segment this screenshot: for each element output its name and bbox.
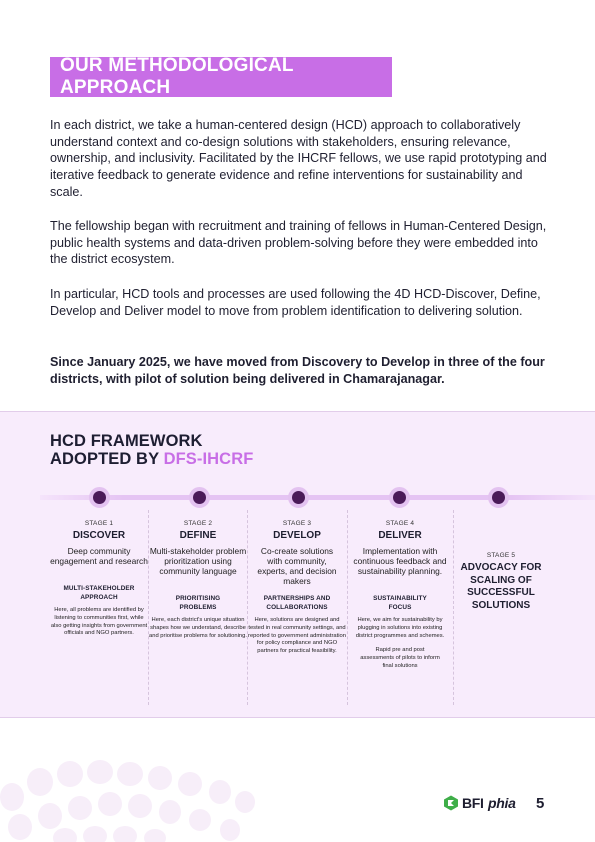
stage-5 (452, 552, 550, 612)
stage-1 (50, 520, 148, 638)
section-title-banner (50, 57, 392, 97)
stage-description: Implementation with continuous feedback and sustainability planning. (353, 546, 447, 576)
stage-description: Co-create solutions with community, experts, and decision makers (257, 546, 337, 586)
timeline-bar (40, 495, 595, 500)
stage-number: STAGE 4 (385, 520, 415, 527)
stage-3-marker (288, 487, 309, 508)
hexagon-logo-icon (443, 795, 459, 811)
stage-name: ADVOCACY FOR SCALING OF SUCCESSFUL SOLUTIONS (460, 562, 542, 611)
stage-5-marker (488, 487, 509, 508)
bfi-logo (443, 795, 484, 811)
stage-1-marker (89, 487, 110, 508)
stage-subtitle: MULTI-STAKEHOLDER APPROACH (63, 585, 135, 601)
stage-4 (348, 520, 452, 671)
stage-name: DEVELOP (273, 530, 321, 541)
footer-decoration (0, 752, 260, 842)
stage-number: STAGE 5 (486, 552, 516, 559)
bfi-logo-text: BFI (462, 795, 484, 811)
stage-4-marker (389, 487, 410, 508)
stage-name: DEFINE (179, 530, 217, 541)
stage-body: Here, each district's unique situation shapes how we understand, describe and prioritise problems for solutioning. (149, 617, 247, 639)
page-number: 5 (536, 795, 545, 812)
stage-body: Here, all problems are identified by listening to communities first, while also getting insights from government officials and NGO partners. (50, 607, 148, 637)
stage-3 (248, 520, 346, 656)
stage-description: Deep community engagement and research (50, 546, 148, 566)
fellowship-paragraph: The fellowship began with recruitment and training of fellows in Human-Centered Design, public health systems and data-driven problem-solving before they were embedded into the district ecosystem. (50, 219, 547, 267)
stage-subtitle: SUSTAINABILITY FOCUS (373, 595, 427, 611)
stage-subtitle: PRIORITISING PROBLEMS (175, 595, 221, 611)
stage-body-extra: Rapid pre and post assessments of pilots to inform final solutions (360, 647, 440, 669)
section-title: OUR METHODOLOGICAL APPROACH (60, 55, 294, 98)
stage-body: Here, we aim for sustainability by plugging in solutions into existing district programmes and schemes. (355, 617, 445, 639)
stage-number: STAGE 2 (183, 520, 213, 527)
stage-2 (149, 520, 247, 640)
stage-number: STAGE 3 (282, 520, 312, 527)
stage-name: DELIVER (378, 530, 422, 541)
stage-2-marker (189, 487, 210, 508)
stage-body: Here, solutions are designed and tested in real community settings, and reported to government administration for policy compliance and NGO partners for practical feasibility. (248, 617, 346, 655)
hcd-paragraph: In particular, HCD tools and processes are used following the 4D HCD-Discover, Define, Develop and Deliver model to move from problem identification to delivering solution. (50, 287, 541, 318)
stage-name: DISCOVER (72, 530, 126, 541)
intro-paragraph: In each district, we take a human-centered design (HCD) approach to collaboratively understand context and co-design solutions with stakeholders, ensuring relevance, ownership, and inclusivity. Facilitated by the IHCRF fellows, we use rapid prototyping and iterative feedback to generate evidence and refine interventions for sustainability and scale. (50, 118, 547, 199)
phia-logo: phia (488, 795, 516, 811)
stage-number: STAGE 1 (84, 520, 114, 527)
stage-description: Multi-stakeholder problem prioritization using community language (149, 546, 247, 576)
progress-paragraph: Since January 2025, we have moved from Discovery to Develop in three of the four districts, with pilot of solution being delivered in Chamarajanagar. (50, 355, 545, 386)
framework-title: HCD FRAMEWORK ADOPTED BY DFS-IHCRF (50, 432, 254, 468)
stage-subtitle: PARTNERSHIPS AND COLLABORATIONS (263, 595, 331, 611)
